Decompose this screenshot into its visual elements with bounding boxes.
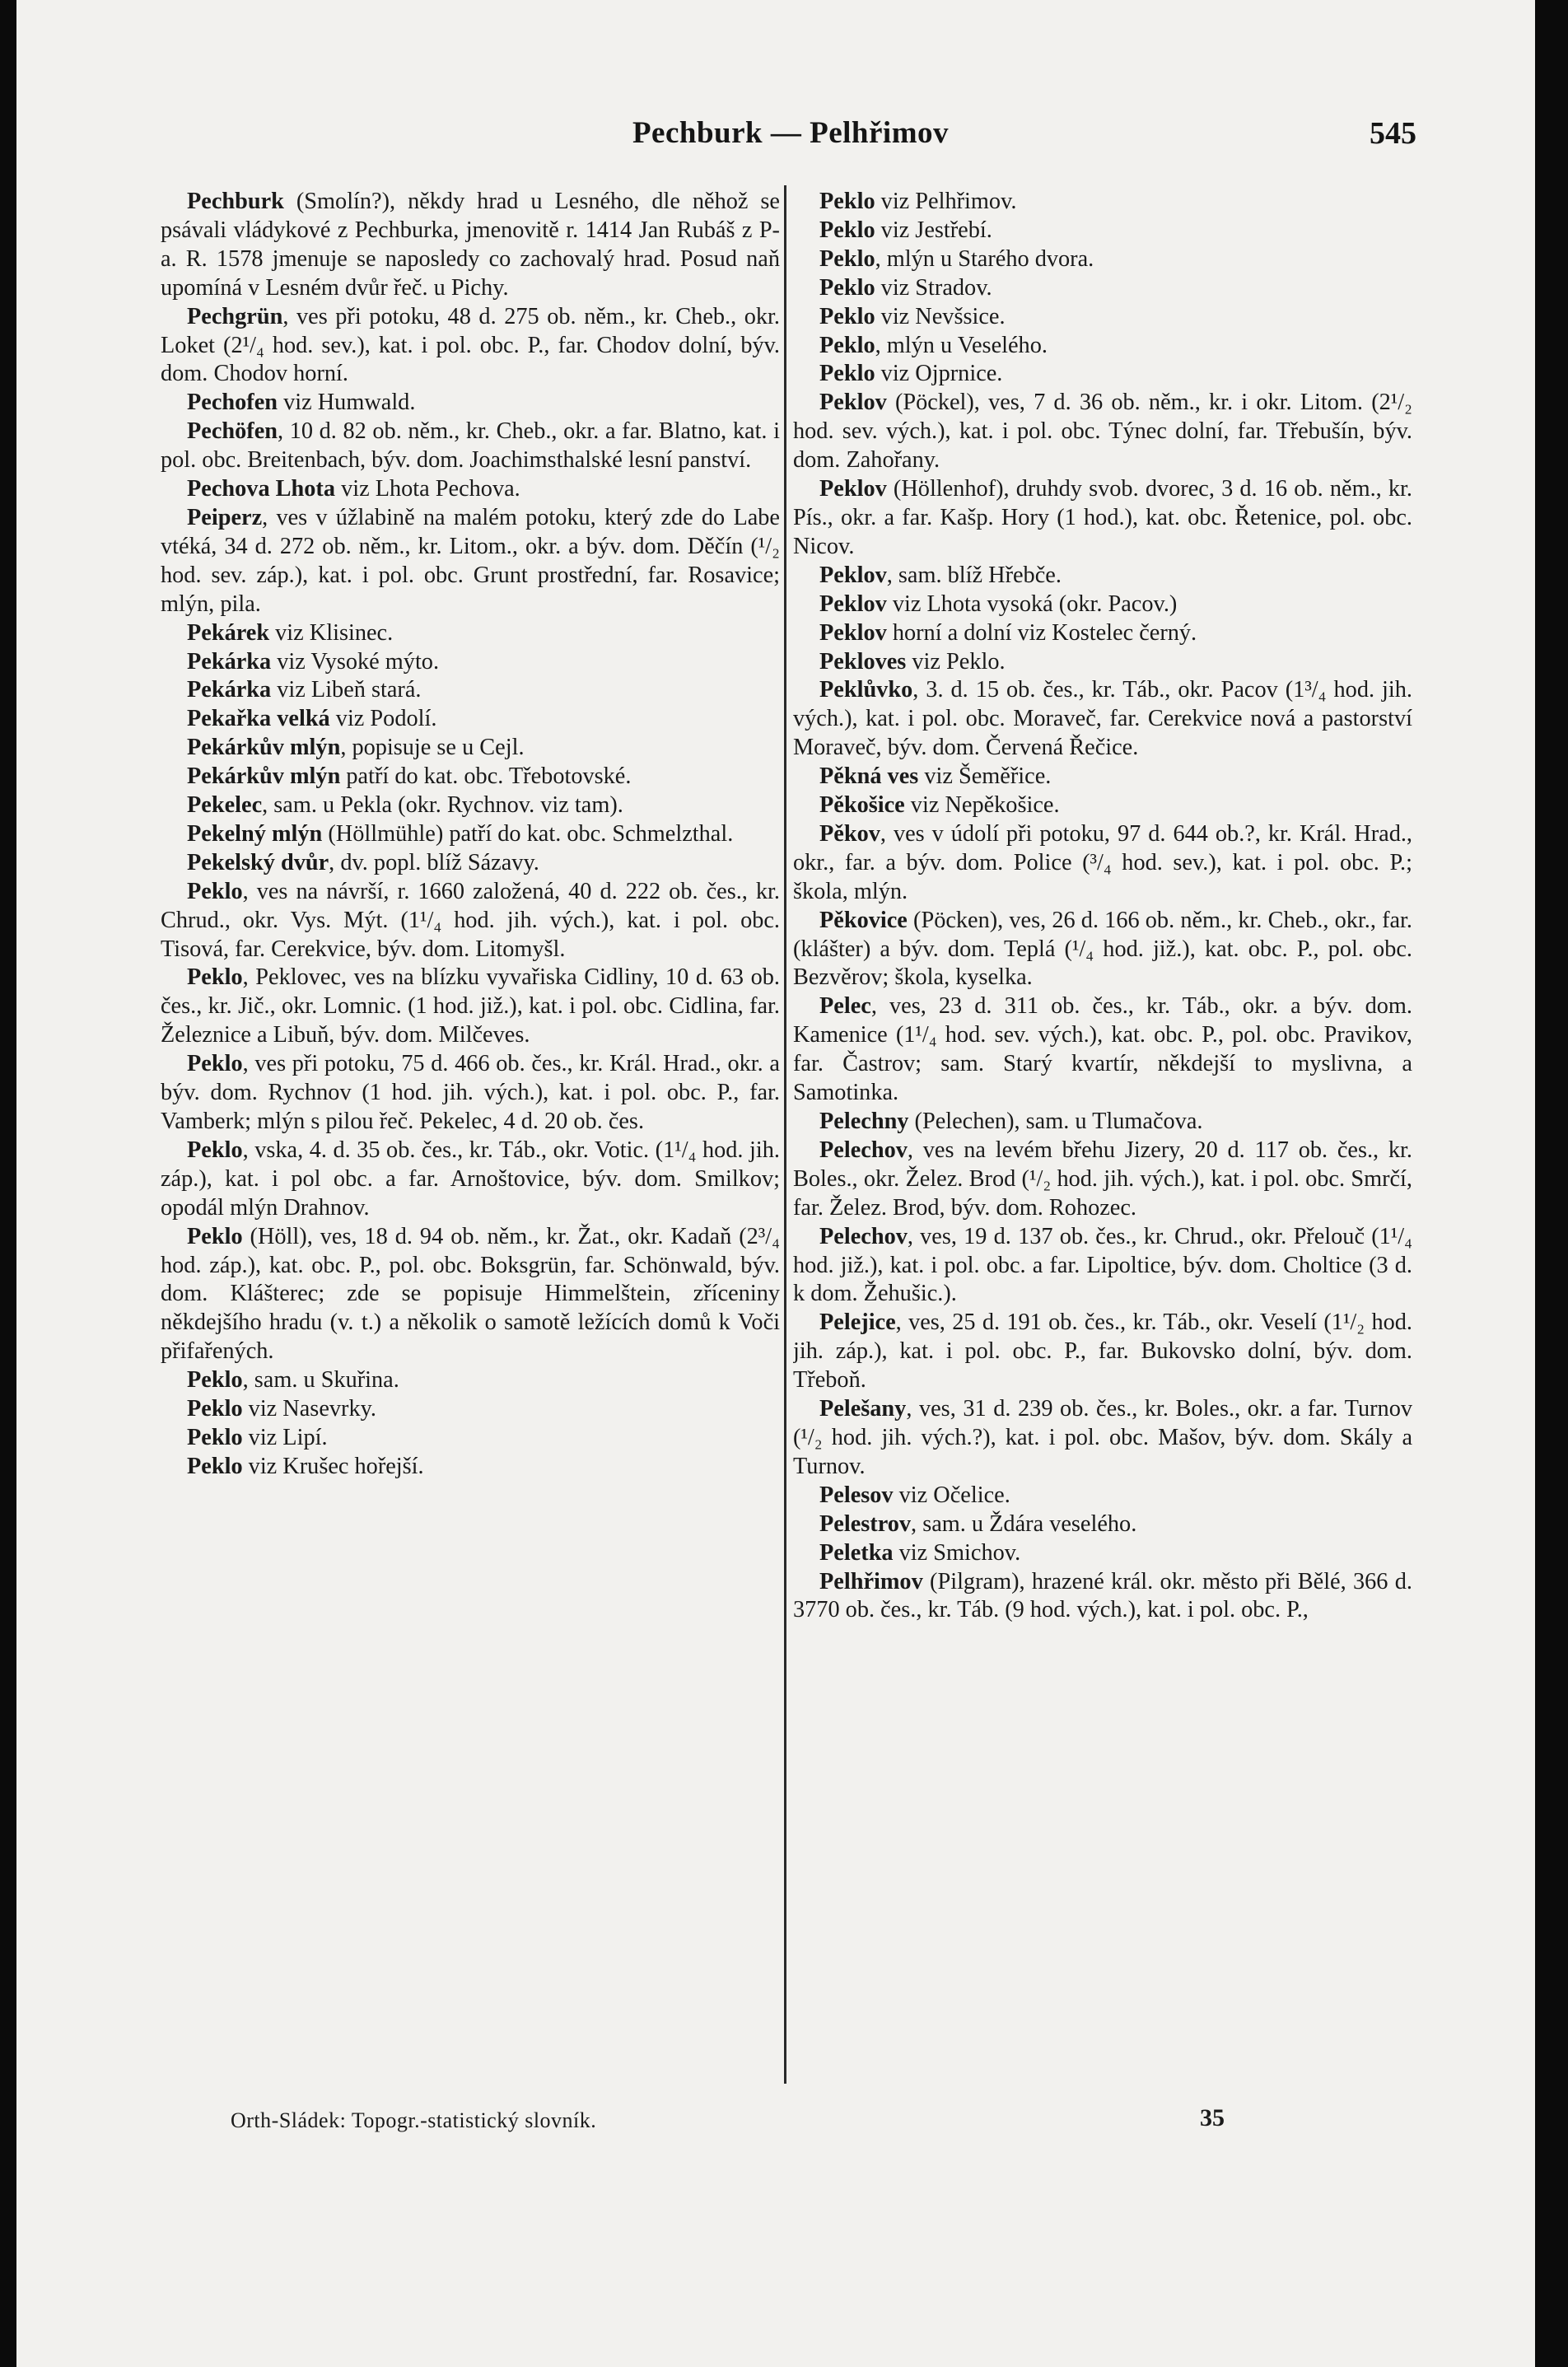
entry-headword: Peklo [819,189,875,214]
entry-headword: Pekárkův mlýn [187,763,341,790]
dictionary-entry [793,245,1412,274]
entry-headword: Peklo [187,1453,243,1479]
entry-text: , popisuje se u Cejl. [340,735,525,761]
entry-text: (Höll), ves, 18 d. 94 ob. něm., kr. Žat., okr. Kadaň (2³/₄ hod. záp.), kat. obc. P., pol. obc. Boksgrün, far. Schönwald, býv. dom. Klášterec; zde se popisuje Himmelštein, zříceniny někdejšího hradu (v. t.) a několik o samotě ležících domů k Voči přifařených. [161,1223,780,1365]
dictionary-entry [793,475,1412,562]
dictionary-entry [161,676,780,705]
dictionary-entry [793,676,1412,763]
entry-headword: Pekárka [187,677,272,703]
entry-text: viz Smichov. [893,1539,1021,1566]
entry-text: viz Lhota vysoká (okr. Pacov.) [886,591,1178,617]
dictionary-entry [793,303,1412,332]
dictionary-entry [161,964,780,1050]
entry-text: (Pilgram), hrazené král. okr. město při Bělé, 366 d. 3770 ob. čes., kr. Táb. (9 hod. vých.), kat. i pol. obc. P., [793,1568,1412,1623]
entry-headword: Pelestrov [819,1510,912,1537]
entry-headword: Peiperz [187,504,263,530]
dictionary-entry [161,1050,780,1137]
entry-text: , sam. u Ždára veselého. [911,1510,1137,1537]
entry-headword: Peklov [819,476,887,502]
dictionary-entry [793,1108,1412,1137]
entry-headword: Pelec [819,993,871,1020]
entry-text: (Höllmühle) patří do kat. obc. Schmelzthal. [322,820,734,847]
dictionary-entry [161,705,780,734]
entry-headword: Pěkov [819,820,880,847]
dictionary-entry [161,1366,780,1395]
entry-text: patří do kat. obc. Třebotovské. [340,763,632,790]
entry-headword: Pechburk [187,189,284,214]
entry-headword: Peklo [187,1367,243,1394]
entry-text: , ves, 31 d. 239 ob. čes., kr. Boles., okr. a far. Turnov (¹/₂ hod. jih. vých.?), kat. i pol. obc. Mašov, býv. dom. Skály a Turnov. [793,1396,1412,1479]
entry-text: , 3. d. 15 ob. čes., kr. Táb., okr. Pacov (1³/₄ hod. jih. vých.), kat. i pol. obc. Moraveč, far. Cerekvice nová a pastorství Moraveč, býv. dom. Červená Řečice. [793,677,1412,761]
signature-mark: 35 [1200,2104,1225,2131]
dictionary-entry [161,619,780,648]
entry-headword: Pelesov [819,1482,894,1508]
entry-headword: Pelechov [819,1137,908,1163]
entry-text: viz Šeměřice. [918,763,1052,790]
entry-text: (Pöckel), ves, 7 d. 36 ob. něm., kr. i okr. Litom. (2¹/₂ hod. sev. vých.), kat. i pol. obc. Týnec dolní, far. Třebušín, býv. dom. Zahořany. [793,390,1412,474]
entry-headword: Pechova Lhota [187,476,335,502]
entry-text: viz Krušec hořejší. [242,1453,424,1479]
entry-text: viz Humwald. [278,390,416,416]
dictionary-entry [161,188,780,303]
dictionary-entry [793,907,1412,993]
dictionary-page [16,0,1535,2367]
entry-text: , ves při potoku, 48 d. 275 ob. něm., kr. Cheb., okr. Loket (2¹/₄ hod. sev.), kat. i pol. obc. P., far. Chodov dolní, býv. dom. Chodov horní. [161,303,780,387]
page-number: 545 [1370,116,1416,151]
dictionary-entry [793,332,1412,361]
entry-text: , ves v údolí při potoku, 97 d. 644 ob.?, kr. Král. Hrad., okr., far. a býv. dom. Police (³/₄ hod. sev.), kat. i pol. obc. P.; škola, mlýn. [793,820,1412,904]
dictionary-entry [793,1137,1412,1223]
dictionary-entry [793,619,1412,648]
entry-text: horní a dolní viz Kostelec černý. [886,619,1197,646]
entry-text: viz Vysoké mýto. [271,648,440,675]
entry-headword: Pelejice [819,1310,896,1336]
entry-text: , sam. blíž Hřebče. [886,562,1062,588]
entry-text: , ves, 25 d. 191 ob. čes., kr. Táb., okr. Veselí (1¹/₂ hod. jih. záp.), kat. i pol. obc. P., far. Bukovsko dolní, býv. dom. Třeboň. [793,1310,1412,1394]
entry-headword: Pekelský dvůr [187,849,329,875]
entry-text: viz Klisinec. [269,619,394,646]
dictionary-entry [161,648,780,677]
dictionary-entry [161,475,780,504]
left-column [161,188,780,2082]
entry-headword: Peklo [819,274,875,301]
running-title: Pechburk — Pelhřimov [632,116,950,150]
entry-headword: Pelešany [819,1396,907,1422]
entry-headword: Pekárek [187,619,270,646]
footer-source: Orth-Sládek: Topogr.-statistický slovník. [231,2108,597,2132]
entry-headword: Pechöfen [187,418,278,445]
entry-headword: Peklo [187,1396,243,1422]
entry-text: , sam. u Pekla (okr. Rychnov. viz tam). [262,792,623,819]
entry-text: viz Nevšsice. [875,303,1006,329]
dictionary-entry [793,562,1412,591]
dictionary-entry [793,1309,1412,1395]
entry-headword: Pekloves [819,648,907,675]
dictionary-entry [161,418,780,475]
entry-headword: Pekárka [187,648,272,675]
entry-headword: Peklo [819,245,875,272]
entry-text: , 10 d. 82 ob. něm., kr. Cheb., okr. a far. Blatno, kat. i pol. obc. Breitenbach, býv. dom. Joachimsthalské lesní panství. [161,418,780,474]
entry-headword: Peklo [187,1424,243,1450]
entry-headword: Peklo [187,964,243,991]
entry-headword: Peklo [819,217,875,243]
entry-headword: Peklůvko [819,677,913,703]
dictionary-entry [793,217,1412,245]
entry-headword: Peklo [819,303,875,329]
dictionary-entry [793,1395,1412,1482]
dictionary-entry [793,591,1412,619]
entry-text: , ves na návrší, r. 1660 založená, 40 d. 222 ob. čes., kr. Chrud., okr. Vys. Mýt. (1¹/₄ hod. jih. vých.), kat. i pol. obc. Tisová, far. Cerekvice, býv. dom. Litomyšl. [161,878,780,962]
page-header [165,115,1416,165]
entry-headword: Peklo [187,1137,243,1163]
dictionary-entry [793,389,1412,475]
dictionary-entry [161,389,780,418]
entry-headword: Peklov [819,390,887,416]
entry-text: viz Očelice. [893,1482,1010,1508]
dictionary-entry [793,1223,1412,1310]
entry-text: viz Peklo. [906,648,1006,675]
dictionary-entry [793,763,1412,791]
entry-text: viz Jestřebí. [875,217,992,243]
entry-headword: Pekelec [187,792,263,819]
entry-text: viz Nasevrky. [242,1396,376,1422]
dictionary-entry [161,763,780,791]
dictionary-entry [793,1510,1412,1539]
right-column [793,188,1412,2082]
entry-headword: Pelhřimov [819,1568,923,1594]
entry-headword: Pěkná ves [819,763,919,790]
entry-headword: Pekárkův mlýn [187,735,341,761]
entry-text: , dv. popl. blíž Sázavy. [329,849,539,875]
entry-text: , ves, 19 d. 137 ob. čes., kr. Chrud., okr. Přelouč (1¹/₄ hod. již.), kat. i pol. obc. a far. Lipoltice, býv. dom. Choltice (3 d. k dom. Žehušic.). [793,1223,1412,1307]
dictionary-entry [793,648,1412,677]
entry-headword: Peklo [187,878,243,904]
entry-text: viz Lipí. [242,1424,328,1450]
dictionary-entry [793,992,1412,1108]
dictionary-entry [161,1453,780,1482]
dictionary-entry [161,504,780,619]
entry-text: viz Ojprnice. [875,361,1003,387]
dictionary-entry [161,1424,780,1453]
entry-headword: Peklo [819,332,875,358]
entry-headword: Peklo [187,1223,243,1249]
entry-text: (Höllenhof), druhdy svob. dvorec, 3 d. 16 ob. něm., kr. Pís., okr. a far. Kašp. Hory (1 hod.), kat. obc. Řetenice, pol. obc. Nicov. [793,476,1412,559]
dictionary-entry [793,274,1412,303]
entry-text: viz Lhota Pechova. [335,476,520,502]
entry-headword: Peklov [819,619,887,646]
dictionary-entry [793,791,1412,820]
dictionary-entry [793,1539,1412,1568]
dictionary-entry [161,820,780,849]
entry-text: , ves při potoku, 75 d. 466 ob. čes., kr. Král. Hrad., okr. a býv. dom. Rychnov (1 hod. jih. vých.), kat. i pol. obc. P., far. Vamberk; mlýn s pilou řeč. Pekelec, 4 d. 20 ob. čes. [161,1051,780,1134]
column-divider [784,185,786,2084]
dictionary-entry [793,360,1412,389]
entry-headword: Peletka [819,1539,894,1566]
entry-text: , mlýn u Veselého. [875,332,1048,358]
entry-headword: Pelechov [819,1223,908,1249]
entry-headword: Pěkošice [819,792,905,819]
dictionary-entry [793,820,1412,907]
dictionary-entry [161,878,780,964]
dictionary-entry [161,1395,780,1424]
entry-text: , mlýn u Starého dvora. [875,245,1094,272]
entry-text: viz Nepěkošice. [904,792,1060,819]
entry-headword: Peklo [187,1051,243,1077]
entry-text: , Peklovec, ves na blízku vyvařiska Cidliny, 10 d. 63 ob. čes., kr. Jič., okr. Lomnic. (1 hod. již.), kat. i pol. obc. Cidlina, far. Železnice a Libuň, býv. dom. Milčeves. [161,964,780,1048]
entry-headword: Pekařka velká [187,706,330,732]
entry-headword: Pekelný mlýn [187,820,323,847]
entry-text: , sam. u Skuřina. [242,1367,399,1394]
entry-headword: Pelechny [819,1109,909,1134]
entry-headword: Peklov [819,591,887,617]
entry-text: (Smolín?), někdy hrad u Lesného, dle něhož se psávali vládykové z Pechburka, jmenovitě r. 1414 Jan Rubáš z P-a. R. 1578 jmenuje se naposledy co zachovalý hrad. Posud naň upomíná v Lesném dvůr řeč. u Pichy. [161,189,780,301]
entry-headword: Peklov [819,562,887,588]
entry-headword: Pechofen [187,390,278,416]
entry-text: , ves na levém břehu Jizery, 20 d. 117 ob. čes., kr. Boles., okr. Želez. Brod (¹/₂ hod. jih. vých.), kat. i pol. obc. Smrčí, far. Želez. Brod, býv. dom. Rohozec. [793,1137,1412,1221]
entry-headword: Pěkovice [819,907,908,933]
dictionary-entry [793,188,1412,217]
dictionary-entry [161,849,780,878]
entry-text: (Pöcken), ves, 26 d. 166 ob. něm., kr. Cheb., okr., far. (klášter) a býv. dom. Teplá (¹/₄ hod. již.), kat. obc. P., pol. obc. Bezvěrov; škola, kyselka. [793,907,1412,991]
dictionary-entry [793,1568,1412,1626]
entry-text: , ves, 23 d. 311 ob. čes., kr. Táb., okr. a býv. dom. Kamenice (1¹/₄ hod. sev. vých.), kat. obc. P., pol. obc. Pravikov, far. Častrov; sam. Starý kvartír, někdejší to myslivna, a Samotinka. [793,993,1412,1106]
entry-text: viz Pelhřimov. [875,189,1017,214]
entry-text: , ves v úžlabině na malém potoku, který zde do Labe vtéká, 34 d. 272 ob. něm., kr. Litom., okr. a býv. dom. Děčín (¹/₂ hod. sev. záp.), kat. i pol. obc. Grunt prostřední, far. Rosavice; mlýn, pila. [161,504,780,617]
dictionary-entry [161,1137,780,1223]
dictionary-entry [161,791,780,820]
entry-headword: Pechgrün [187,303,283,329]
dictionary-entry [161,1223,780,1367]
entry-text: viz Podolí. [329,706,437,732]
dictionary-entry [793,1482,1412,1510]
dictionary-entry [161,734,780,763]
entry-text: , vska, 4. d. 35 ob. čes., kr. Táb., okr. Votic. (1¹/₄ hod. jih. záp.), kat. i pol obc. a far. Arnoštovice, býv. dom. Smilkov; opodál mlýn Drahnov. [161,1137,780,1221]
entry-text: viz Stradov. [875,274,992,301]
entry-text: viz Libeň stará. [271,677,422,703]
entry-headword: Peklo [819,361,875,387]
dictionary-entry [161,303,780,390]
entry-text: (Pelechen), sam. u Tlumačova. [908,1109,1203,1134]
